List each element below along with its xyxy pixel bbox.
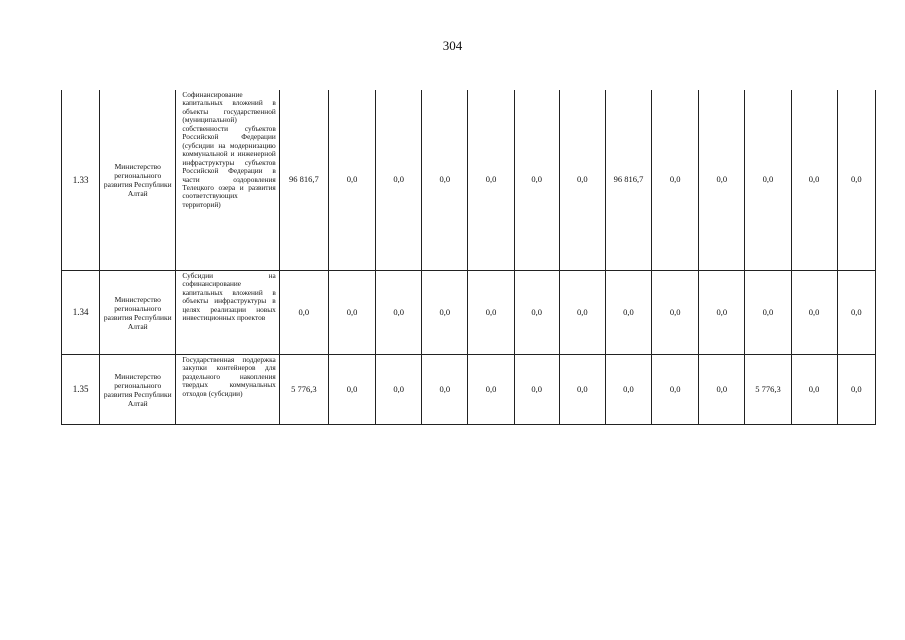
value-cell: 0,0 [605, 271, 651, 355]
value-cell: 5 776,3 [745, 355, 791, 425]
value-cell: 0,0 [652, 271, 699, 355]
value-cell: 0,0 [605, 355, 651, 425]
value-cell: 0,0 [514, 355, 559, 425]
table-row [62, 271, 876, 355]
value-cell: 0,0 [559, 90, 605, 271]
table-row [62, 90, 876, 271]
value-cell: 0,0 [468, 90, 514, 271]
value-cell: 0,0 [279, 271, 328, 355]
budget-table [61, 90, 876, 425]
value-cell: 0,0 [376, 90, 422, 271]
value-cell: 0,0 [745, 90, 791, 271]
value-cell: 0,0 [376, 355, 422, 425]
value-cell: 0,0 [468, 271, 514, 355]
row-number: 1.33 [62, 90, 100, 271]
value-cell: 0,0 [837, 271, 875, 355]
organization-cell: Министерство регионального развития Республики Алтай [100, 355, 176, 425]
value-cell: 0,0 [328, 90, 375, 271]
value-cell: 0,0 [791, 271, 837, 355]
description-cell: Субсидии на софинансирование капитальных вложений в объекты инфраструктуры в целях реализации новых инвестиционных проектов [176, 271, 279, 355]
page-number: 304 [442, 38, 463, 53]
value-cell: 0,0 [791, 90, 837, 271]
row-number: 1.35 [62, 355, 100, 425]
value-cell: 0,0 [837, 90, 875, 271]
value-cell: 0,0 [699, 355, 745, 425]
value-cell: 0,0 [422, 90, 468, 271]
value-cell: 96 816,7 [279, 90, 328, 271]
description-cell: Софинансирование капитальных вложений в объекты государственной (муниципальной) собственности субъектов Российской Федерации (субсидии на модернизацию коммунальной и инженерной инфраструктуры субъектов Российской Федерации в части оздоровления Телецкого озера и развития соответствующих территорий) [176, 90, 279, 271]
value-cell: 5 776,3 [279, 355, 328, 425]
value-cell: 0,0 [837, 355, 875, 425]
row-number: 1.34 [62, 271, 100, 355]
value-cell: 0,0 [514, 271, 559, 355]
value-cell: 0,0 [328, 271, 375, 355]
value-cell: 0,0 [652, 90, 699, 271]
value-cell: 0,0 [559, 271, 605, 355]
value-cell: 0,0 [652, 355, 699, 425]
organization-cell: Министерство регионального развития Республики Алтай [100, 271, 176, 355]
value-cell: 0,0 [376, 271, 422, 355]
organization-cell: Министерство регионального развития Республики Алтай [100, 90, 176, 271]
value-cell: 96 816,7 [605, 90, 651, 271]
value-cell: 0,0 [514, 90, 559, 271]
value-cell: 0,0 [328, 355, 375, 425]
value-cell: 0,0 [699, 90, 745, 271]
value-cell: 0,0 [468, 355, 514, 425]
value-cell: 0,0 [559, 355, 605, 425]
value-cell: 0,0 [422, 355, 468, 425]
description-cell: Государственная поддержка закупки контейнеров для раздельного накопления твердых коммунальных отходов (субсидии) [176, 355, 279, 425]
table-row [62, 355, 876, 425]
value-cell: 0,0 [791, 355, 837, 425]
value-cell: 0,0 [745, 271, 791, 355]
value-cell: 0,0 [422, 271, 468, 355]
value-cell: 0,0 [699, 271, 745, 355]
